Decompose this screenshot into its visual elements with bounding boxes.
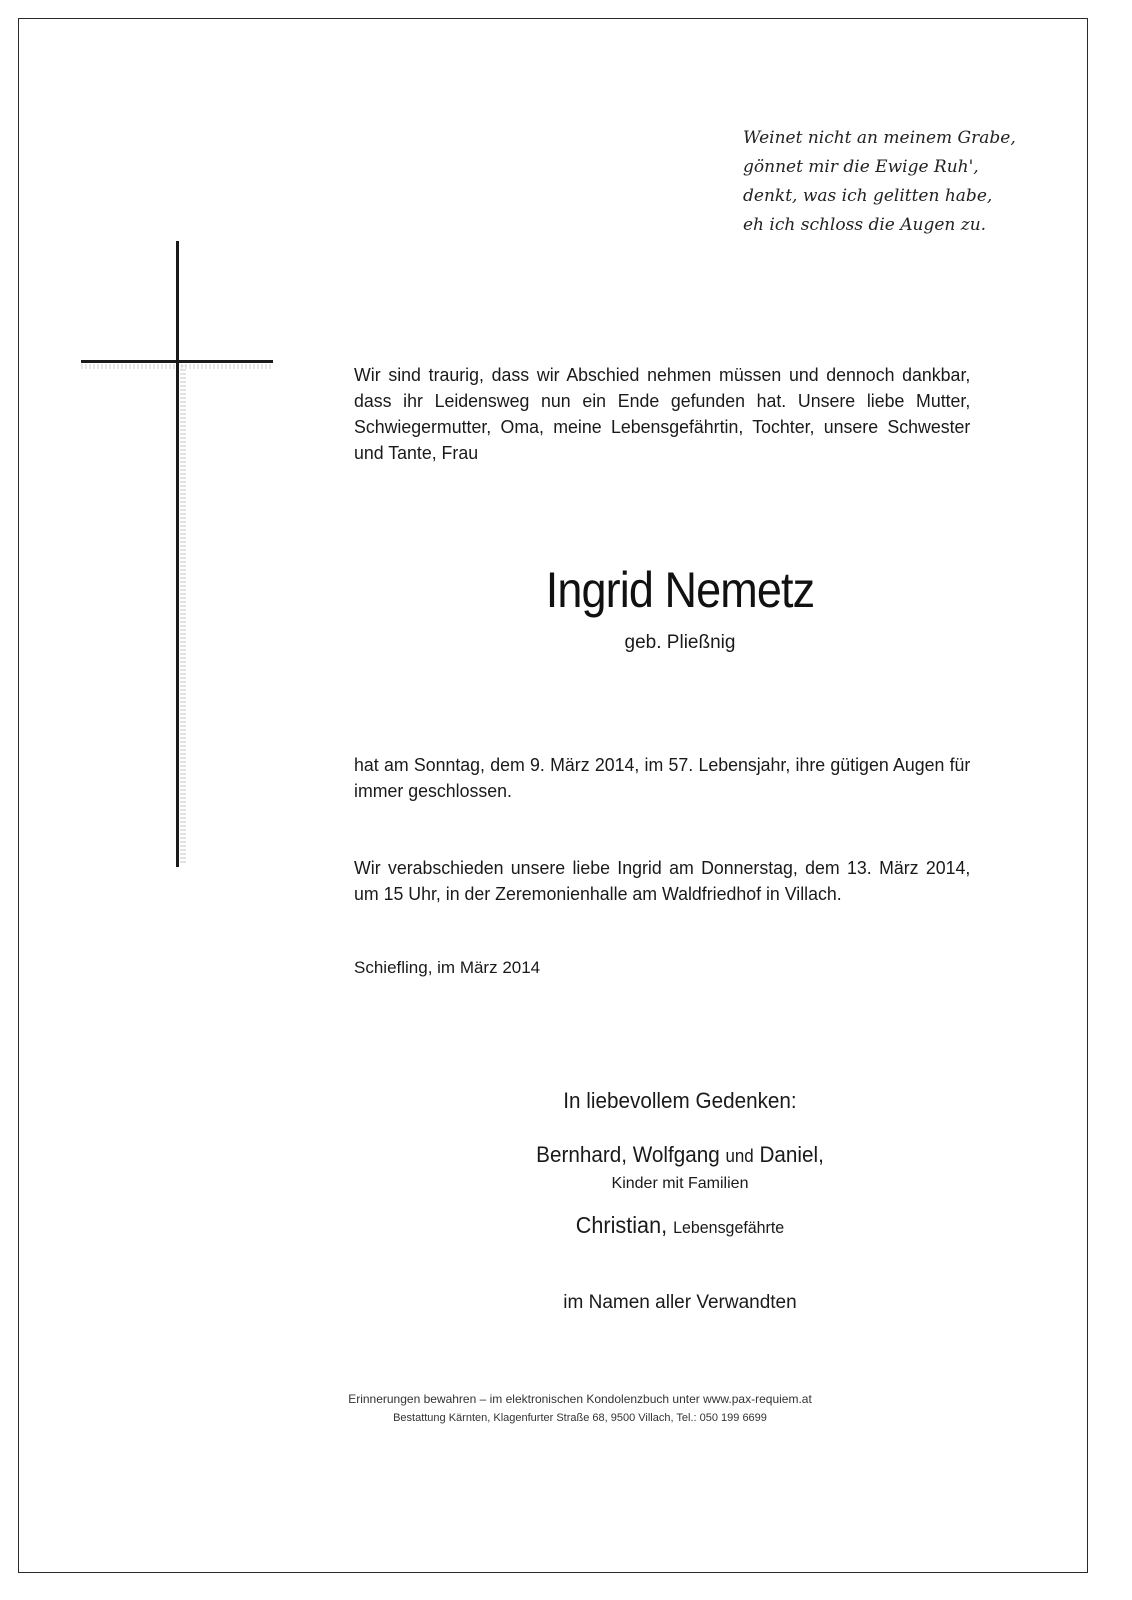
cross-icon-vertical-bar	[176, 241, 179, 867]
cross-shadow-vertical	[180, 365, 186, 865]
poem-verse	[743, 124, 1063, 240]
memory-heading: In liebevollem Gedenken:	[563, 1088, 797, 1113]
death-notice-paragraph: hat am Sonntag, dem 9. März 2014, im 57. Lebensjahr, ihre gütigen Augen für immer geschlossen.	[354, 754, 971, 801]
place-date: Schiefling, im März 2014	[354, 958, 541, 977]
partner-line	[323, 1212, 1037, 1239]
deceased-name: Ingrid Nemetz	[545, 562, 815, 618]
partner-role: Lebensgefährte	[673, 1218, 785, 1237]
children-name-1: Bernhard, Wolfgang	[536, 1142, 720, 1167]
poem-line: Weinet nicht an meinem Grabe,	[743, 128, 1016, 148]
partner-name: Christian,	[575, 1212, 668, 1238]
children-role: Kinder mit Familien	[611, 1175, 749, 1192]
footer-address-line: Bestattung Kärnten, Klagenfurter Straße 68, 9500 Villach, Tel.: 050 199 6699	[393, 1412, 767, 1424]
footer-condolence-line: Erinnerungen bewahren – im elektronischen Kondolenzbuch unter www.pax-requiem.at	[348, 1392, 812, 1406]
children-and: und	[725, 1146, 754, 1166]
poem-line: eh ich schloss die Augen zu.	[743, 215, 987, 235]
poem-line: denkt, was ich gelitten habe,	[743, 186, 993, 206]
relatives-line: im Namen aller Verwandten	[563, 1292, 797, 1313]
poem-line: gönnet mir die Ewige Ruh',	[743, 157, 979, 177]
birth-name: geb. Pließnig	[624, 632, 736, 653]
intro-paragraph: Wir sind traurig, dass wir Abschied nehmen müssen und dennoch dankbar, dass ihr Leidensweg nun ein Ende gefunden hat. Unsere liebe Mutter, Schwiegermutter, Oma, meine Lebensgefährtin, Tochter, unsere Schwester und Tante, Frau	[354, 364, 971, 463]
cross-icon-horizontal-bar	[81, 360, 273, 363]
children-name-2: Daniel,	[759, 1142, 824, 1167]
farewell-paragraph: Wir verabschieden unsere liebe Ingrid am Donnerstag, dem 13. März 2014, um 15 Uhr, in der Zeremonienhalle am Waldfriedhof in Villach.	[354, 857, 971, 904]
children-names	[323, 1142, 1037, 1168]
